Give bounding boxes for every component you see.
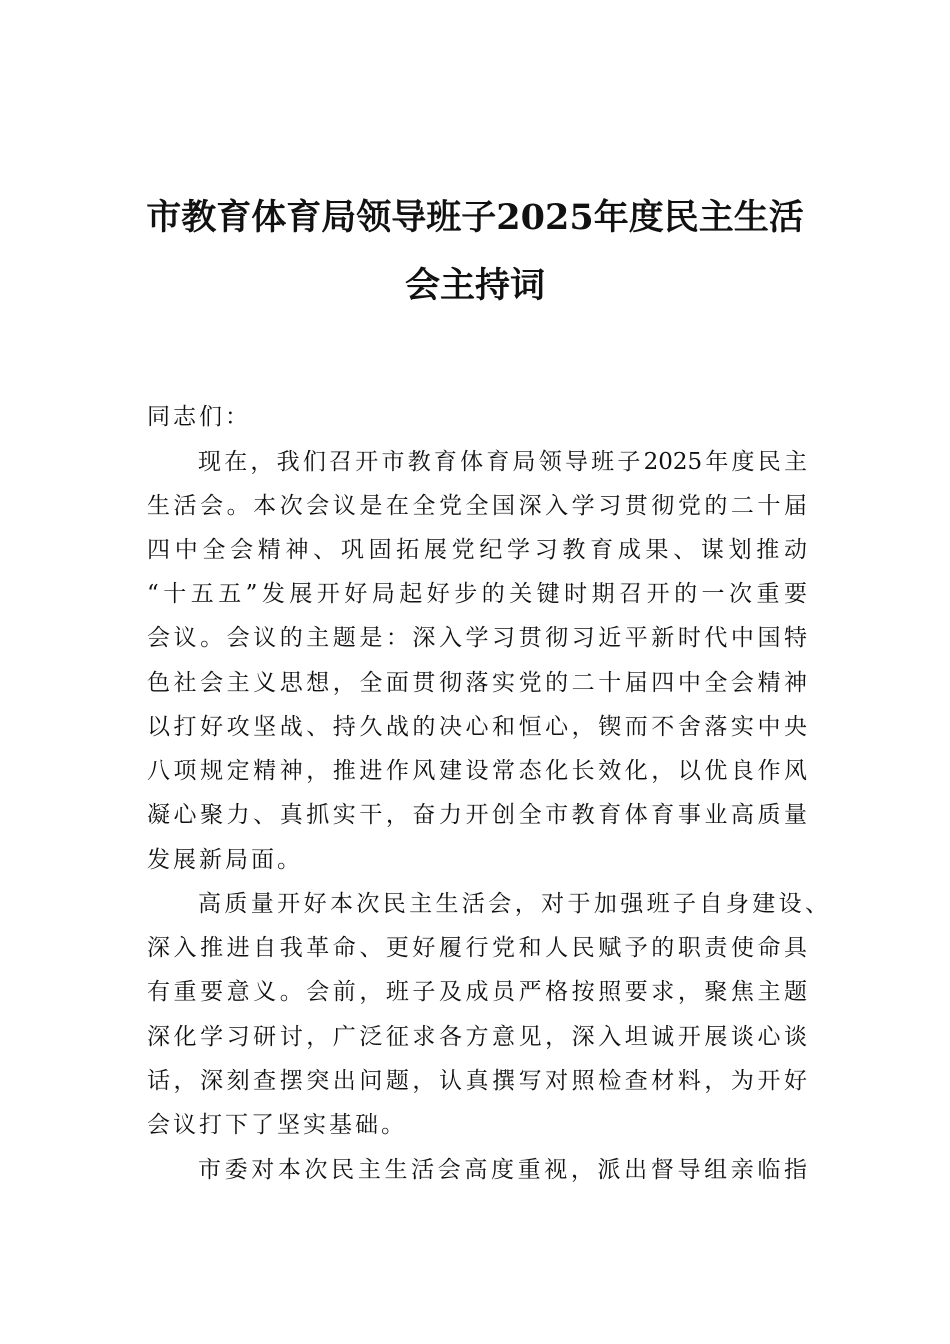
- paragraph-line: 四中全会精神、巩固拓展党纪学习教育成果、谋划推动: [147, 537, 807, 563]
- salutation: 同志们：: [147, 404, 251, 430]
- paragraph-line: 生活会。本次会议是在全党全国深入学习贯彻党的二十届: [147, 493, 807, 519]
- paragraph-line: 话，深刻查摆突出问题，认真撰写对照检查材料，为开好: [147, 1068, 807, 1094]
- document-title-line-1: 市教育体育局领导班子2025年度民主生活: [146, 197, 804, 238]
- paragraph-line: 凝心聚力、真抓实干，奋力开创全市教育体育事业高质量: [147, 802, 807, 828]
- paragraph-line: 发展新局面。: [147, 847, 303, 873]
- paragraph-line: 会议。会议的主题是：深入学习贯彻习近平新时代中国特: [147, 625, 807, 651]
- paragraph-line: 深入推进自我革命、更好履行党和人民赋予的职责使命具: [147, 935, 807, 961]
- paragraph-line: 高质量开好本次民主生活会，对于加强班子自身建设、: [198, 891, 828, 917]
- paragraph-line: 色社会主义思想，全面贯彻落实党的二十届四中全会精神: [147, 670, 807, 696]
- paragraph-line: “十五五”发展开好局起好步的关键时期召开的一次重要: [147, 581, 807, 607]
- paragraph-line: 以打好攻坚战、持久战的决心和恒心，锲而不舍落实中央: [147, 714, 807, 740]
- paragraph-line: 深化学习研讨，广泛征求各方意见，深入坦诚开展谈心谈: [147, 1024, 807, 1050]
- paragraph-line: 会议打下了坚实基础。: [147, 1112, 407, 1138]
- paragraph-line: 八项规定精神，推进作风建设常态化长效化，以优良作风: [147, 758, 807, 784]
- document-title-line-2: 会主持词: [404, 265, 545, 306]
- paragraph-line: 有重要意义。会前，班子及成员严格按照要求，聚焦主题: [147, 979, 807, 1005]
- paragraph-line: 市委对本次民主生活会高度重视，派出督导组亲临指: [198, 1157, 807, 1183]
- paragraph-line: 现在，我们召开市教育体育局领导班子2025年度民主: [198, 449, 807, 475]
